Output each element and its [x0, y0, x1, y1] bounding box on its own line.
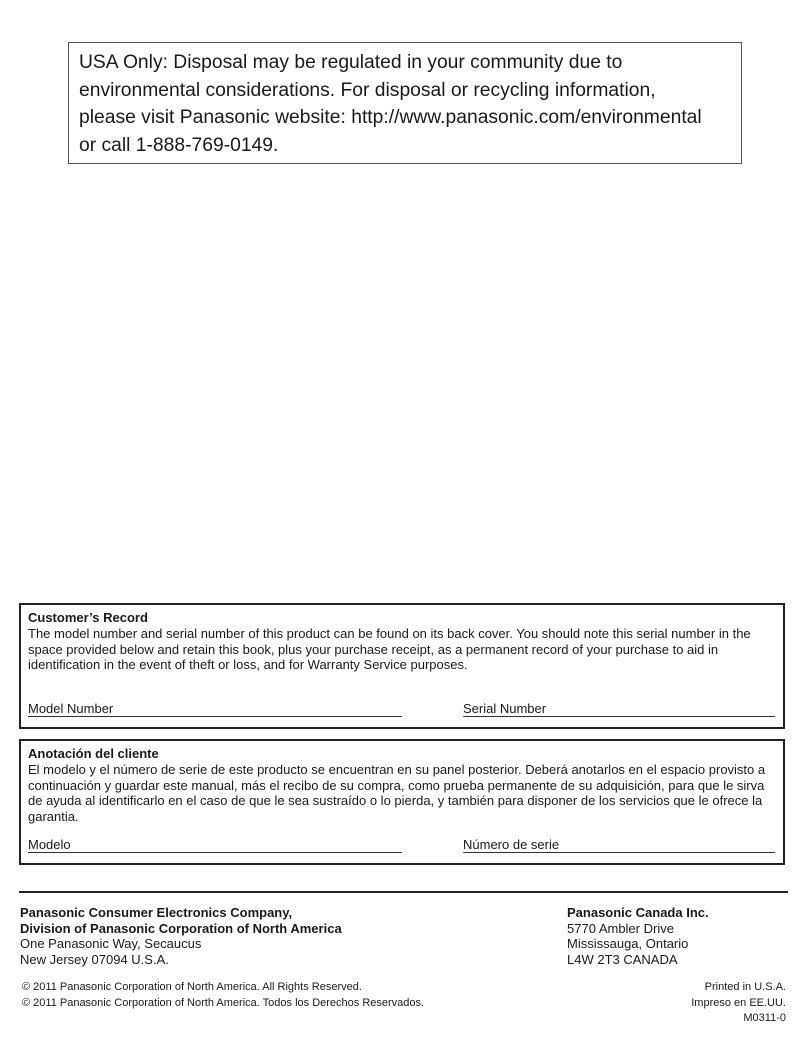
disposal-notice-box — [68, 42, 742, 164]
company-ca-postal: L4W 2T3 CANADA — [567, 951, 678, 967]
company-ca-street: 5770 Ambler Drive — [567, 920, 674, 936]
company-us-name: Panasonic Consumer Electronics Company, — [20, 905, 293, 920]
numero-serie-field[interactable] — [463, 837, 775, 853]
model-number-label: Model Number — [28, 701, 114, 716]
serial-number-field[interactable] — [463, 701, 775, 717]
copyright-notice — [22, 980, 424, 1011]
copyright-es: © 2011 Panasonic Corporation of North America. Todos los Derechos Reservados. — [22, 996, 425, 1009]
divider — [19, 891, 788, 893]
modelo-field[interactable] — [28, 837, 402, 853]
company-ca-address — [567, 905, 709, 967]
customer-record-body: The model number and serial number of this product can be found on its back cover. You should note this serial number in the space provided below and retain this book, plus your purchase receipt, as a permanent record of your purchase to aid in identification in the event of theft or loss, and for Warranty Service purposes. — [28, 626, 751, 672]
modelo-label: Modelo — [28, 837, 71, 852]
notice-line-3: please visit Panasonic website: http://www.panasonic.com/environmental — [79, 107, 702, 128]
company-us-city: New Jersey 07094 U.S.A. — [20, 951, 169, 967]
company-us-division: Division of Panasonic Corporation of North America — [20, 920, 342, 936]
customer-record-box — [19, 603, 785, 729]
printed-en: Printed in U.S.A. — [704, 981, 786, 993]
notice-line-4: or call 1-888-769-0149. — [79, 134, 279, 156]
numero-serie-label: Número de serie — [463, 837, 560, 852]
company-us-address — [20, 905, 342, 967]
customer-record-title: Customer’s Record — [28, 610, 148, 625]
serial-number-label: Serial Number — [463, 701, 547, 716]
printed-info — [691, 980, 786, 1027]
company-us-street: One Panasonic Way, Secaucus — [20, 936, 202, 951]
company-ca-city: Mississauga, Ontario — [567, 936, 689, 951]
notice-line-2: environmental considerations. For disposal or recycling information, — [79, 79, 656, 101]
company-ca-name: Panasonic Canada Inc. — [567, 905, 709, 920]
printed-es: Impreso en EE.UU. — [691, 996, 786, 1009]
notice-line-1: USA Only: Disposal may be regulated in your community due to — [79, 52, 623, 73]
anotacion-cliente-box — [19, 739, 785, 865]
model-number-field[interactable] — [28, 701, 402, 717]
document-code: M0311-0 — [743, 1012, 786, 1024]
anotacion-cliente-title: Anotación del cliente — [28, 746, 159, 761]
copyright-en: © 2011 Panasonic Corporation of North America. All Rights Reserved. — [22, 981, 362, 993]
anotacion-cliente-body: El modelo y el número de serie de este producto se encuentran en su panel posterior. Deberá anotarlos en el espacio provisto a continuación y guardar este manual, más el recibo de su compra, como prueba permanente de su adquisición, para que le sirva de ayuda al identificarlo en el caso de que le sea sustraído o lo pierda, y también para disponer de los servicios que le ofrece la garantia. — [28, 762, 766, 824]
